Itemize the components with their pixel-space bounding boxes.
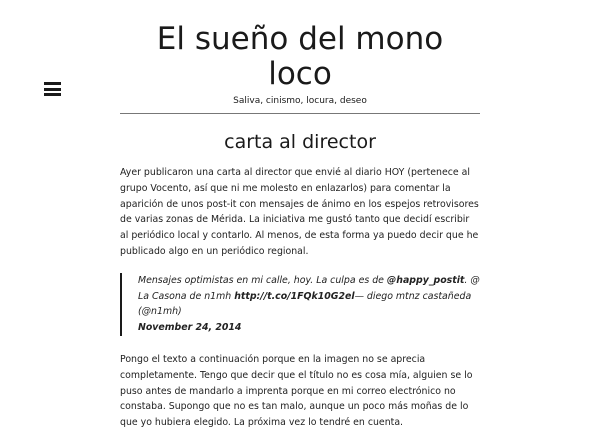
post-content <box>120 165 480 431</box>
site-header <box>120 22 480 106</box>
tweet-text: Mensajes optimistas en mi calle, hoy. La culpa es de <box>138 274 387 286</box>
site-title[interactable] <box>120 22 480 92</box>
tweet-url-link[interactable]: http://t.co/1FQk10G2el <box>234 290 355 302</box>
tweet-body <box>138 273 480 336</box>
post-paragraph: Pongo el texto a continuación porque en la imagen no se aprecia completamente. Tengo que decir que el título no es cosa mía, alguien se lo puso antes de mandarlo a imprenta porque en mi correo electrónico no constaba. Supongo que no es tan malo, aunque un poco más moñas de lo que yo hubiera elegido. La próxima vez lo tendré en cuenta. <box>120 353 473 429</box>
site-title-line1[interactable]: El sueño del mono <box>156 21 444 57</box>
menu-bar <box>44 93 61 96</box>
tweet-text: . @ La Casona de n1mh <box>138 274 480 302</box>
tweet-date-link[interactable]: November 24, 2014 <box>138 322 242 334</box>
menu-bar <box>44 82 61 85</box>
embedded-tweet <box>120 273 480 336</box>
site-description: Saliva, cinismo, locura, deseo <box>233 96 367 106</box>
tweet-author: — diego mtnz castañeda (@n1mh) <box>138 290 472 318</box>
hamburger-menu-icon[interactable] <box>44 82 61 96</box>
menu-bar <box>44 88 61 91</box>
post-paragraph: Ayer publicaron una carta al director que envié al diario HOY (pertenece al grupo Vocento, así que ni me molesto en enlazarlos) para comentar la aparición de unos post-it con mensajes de ánimo en los espejos retrovisores de varias zonas de Mérida. La iniciativa me gustó tanto que decidí escribir al periódico local y contarlo. Al menos, de esta forma ya puedo decir que he publicado algo en un periódico regional. <box>120 167 479 257</box>
tweet-mention-link[interactable]: @happy_postit <box>386 274 465 286</box>
header-divider <box>120 113 480 114</box>
post-title[interactable]: carta al director <box>224 131 376 153</box>
site-title-line2[interactable]: loco <box>268 56 332 92</box>
